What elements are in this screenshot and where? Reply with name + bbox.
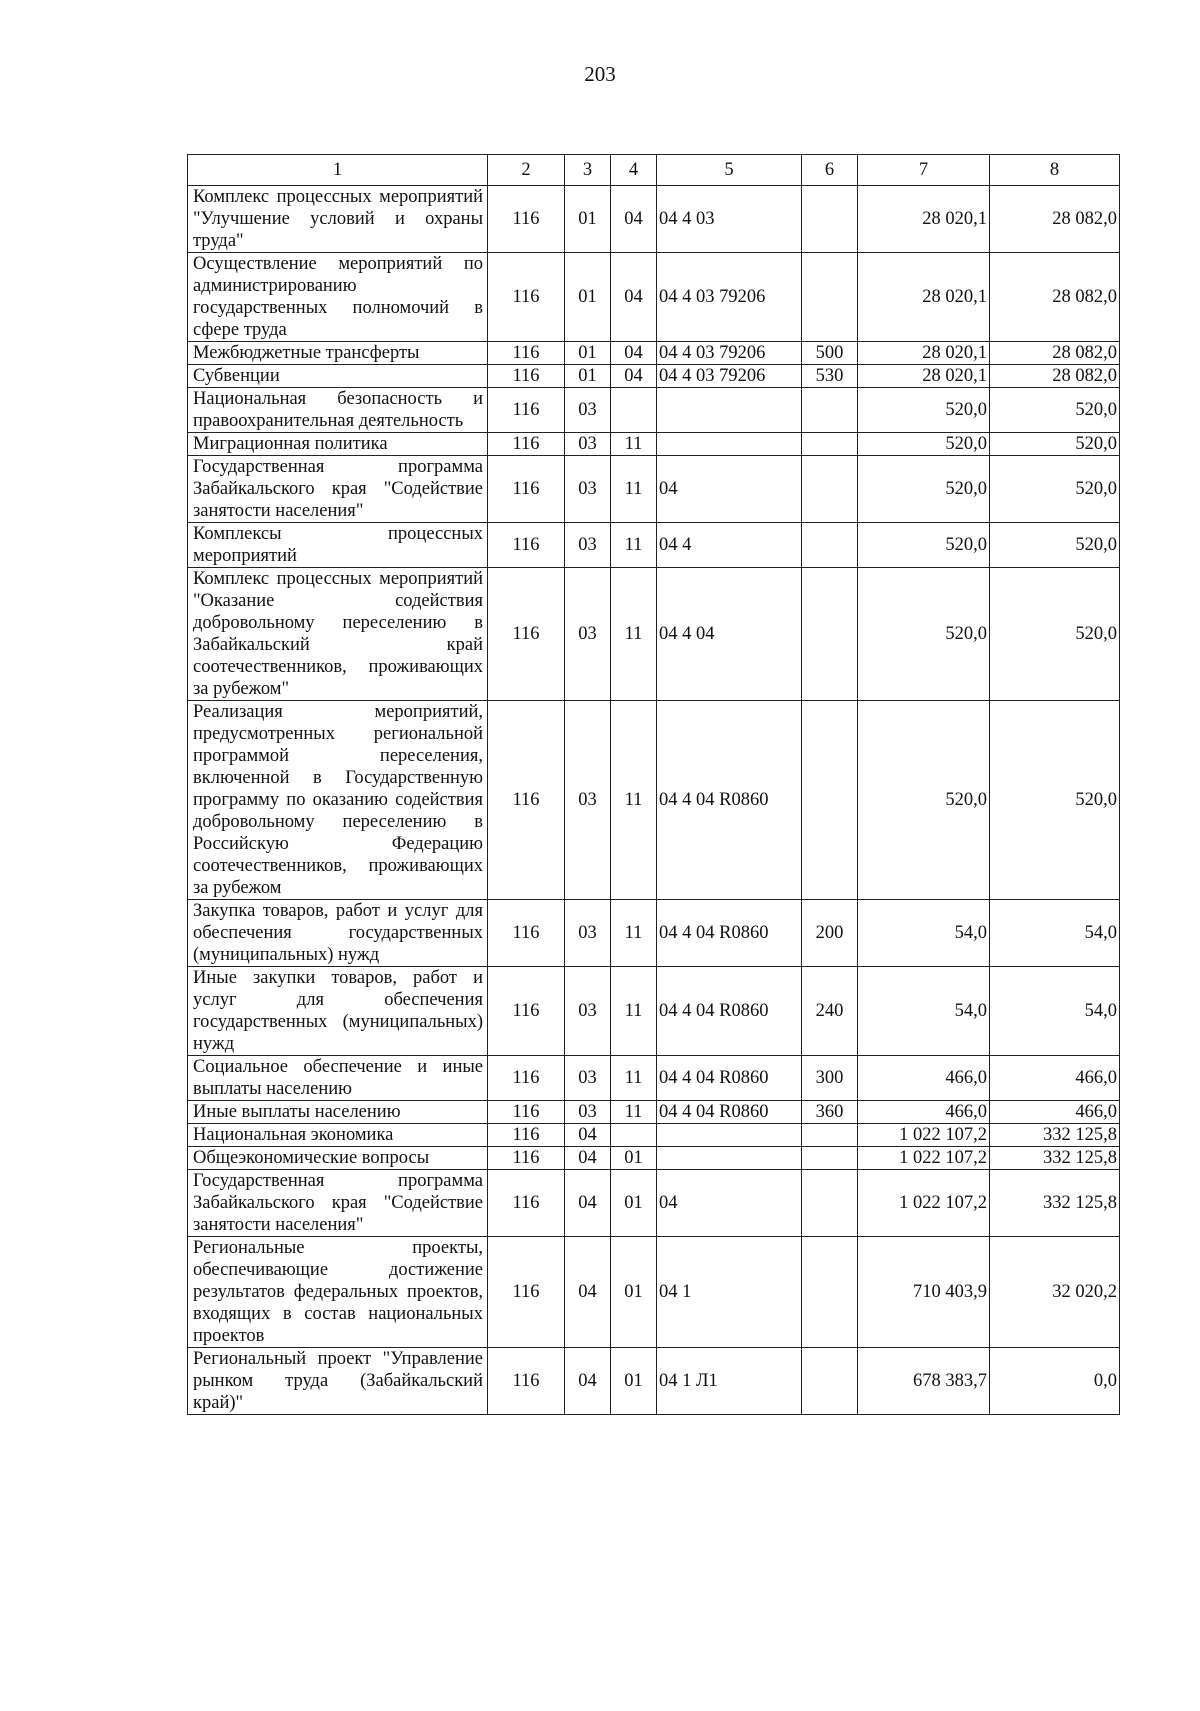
- table-row: [188, 1237, 1120, 1348]
- table-row: [188, 456, 1120, 523]
- row-cell-6: 530: [802, 365, 858, 388]
- row-cell-7: 520,0: [858, 456, 990, 523]
- row-cell-2: 116: [488, 900, 565, 967]
- row-name-cell: Иные закупки товаров, работ и услуг для обеспечения государственных (муниципальных) нужд: [188, 967, 488, 1056]
- row-cell-4: 01: [611, 1237, 657, 1348]
- row-cell-4: 11: [611, 523, 657, 568]
- row-cell-3: 04: [565, 1348, 611, 1415]
- row-cell-6: 200: [802, 900, 858, 967]
- header-cell-2: 2: [488, 155, 565, 186]
- row-cell-7: 710 403,9: [858, 1237, 990, 1348]
- row-cell-6: 240: [802, 967, 858, 1056]
- row-cell-2: 116: [488, 1147, 565, 1170]
- row-cell-5: 04 4 04 R0860: [657, 1056, 802, 1101]
- row-cell-5: 04 4 03 79206: [657, 365, 802, 388]
- row-cell-4: 11: [611, 967, 657, 1056]
- row-cell-6: [802, 253, 858, 342]
- row-name-cell: Государственная программа Забайкальского края "Содействие занятости населения": [188, 1170, 488, 1237]
- header-cell-8: 8: [990, 155, 1120, 186]
- row-cell-4: 01: [611, 1147, 657, 1170]
- row-cell-7: 520,0: [858, 568, 990, 701]
- row-cell-5: 04 4 04: [657, 568, 802, 701]
- row-cell-8: 28 082,0: [990, 342, 1120, 365]
- table-row: [188, 967, 1120, 1056]
- row-name-cell: Субвенции: [188, 365, 488, 388]
- row-cell-8: 32 020,2: [990, 1237, 1120, 1348]
- row-cell-6: [802, 701, 858, 900]
- row-cell-7: 520,0: [858, 523, 990, 568]
- row-name-cell: Миграционная политика: [188, 433, 488, 456]
- row-cell-6: [802, 1348, 858, 1415]
- table-row: [188, 342, 1120, 365]
- row-cell-4: 11: [611, 1101, 657, 1124]
- row-cell-4: 11: [611, 1056, 657, 1101]
- row-cell-7: 466,0: [858, 1056, 990, 1101]
- row-cell-7: 28 020,1: [858, 253, 990, 342]
- table-body: [188, 155, 1120, 1415]
- table-row: [188, 523, 1120, 568]
- row-cell-4: [611, 1124, 657, 1147]
- row-cell-8: 520,0: [990, 388, 1120, 433]
- row-cell-8: 54,0: [990, 967, 1120, 1056]
- row-cell-4: 11: [611, 900, 657, 967]
- row-cell-5: [657, 433, 802, 456]
- table-row: [188, 1147, 1120, 1170]
- header-cell-5: 5: [657, 155, 802, 186]
- row-cell-8: 520,0: [990, 701, 1120, 900]
- row-cell-4: 11: [611, 433, 657, 456]
- row-cell-7: 1 022 107,2: [858, 1170, 990, 1237]
- row-cell-3: 03: [565, 388, 611, 433]
- row-cell-5: 04 4 04 R0860: [657, 701, 802, 900]
- row-cell-4: 04: [611, 186, 657, 253]
- row-cell-4: 04: [611, 365, 657, 388]
- row-cell-8: 520,0: [990, 433, 1120, 456]
- row-cell-8: 332 125,8: [990, 1124, 1120, 1147]
- row-cell-6: 500: [802, 342, 858, 365]
- row-name-cell: Социальное обеспечение и иные выплаты населению: [188, 1056, 488, 1101]
- table-row: [188, 1170, 1120, 1237]
- row-cell-8: 520,0: [990, 523, 1120, 568]
- row-cell-6: [802, 1237, 858, 1348]
- row-cell-8: 520,0: [990, 456, 1120, 523]
- row-cell-5: 04 4 03 79206: [657, 253, 802, 342]
- row-name-cell: Реализация мероприятий, предусмотренных региональной программой переселения, включенной в Государственную программу по оказанию содействия добровольному переселению в Российскую Федерацию соотечественников, проживающих за рубежом: [188, 701, 488, 900]
- table-row: [188, 253, 1120, 342]
- row-cell-5: 04 4 03: [657, 186, 802, 253]
- row-name-cell: Национальная безопасность и правоохранительная деятельность: [188, 388, 488, 433]
- header-cell-4: 4: [611, 155, 657, 186]
- row-cell-2: 116: [488, 433, 565, 456]
- row-cell-2: 116: [488, 568, 565, 701]
- row-name-cell: Иные выплаты населению: [188, 1101, 488, 1124]
- row-cell-5: 04 1: [657, 1237, 802, 1348]
- row-cell-4: 11: [611, 701, 657, 900]
- row-cell-7: 520,0: [858, 701, 990, 900]
- row-name-cell: Осуществление мероприятий по администрированию государственных полномочий в сфере труда: [188, 253, 488, 342]
- row-cell-7: 28 020,1: [858, 342, 990, 365]
- row-name-cell: Региональные проекты, обеспечивающие достижение результатов федеральных проектов, входящих в состав национальных проектов: [188, 1237, 488, 1348]
- row-cell-6: [802, 1147, 858, 1170]
- row-cell-2: 116: [488, 253, 565, 342]
- row-name-cell: Региональный проект "Управление рынком труда (Забайкальский край)": [188, 1348, 488, 1415]
- row-cell-5: [657, 388, 802, 433]
- row-cell-2: 116: [488, 456, 565, 523]
- row-cell-4: 01: [611, 1170, 657, 1237]
- row-cell-4: 04: [611, 253, 657, 342]
- row-name-cell: Общеэкономические вопросы: [188, 1147, 488, 1170]
- row-name-cell: Государственная программа Забайкальского края "Содействие занятости населения": [188, 456, 488, 523]
- row-cell-2: 116: [488, 388, 565, 433]
- row-cell-5: 04 4 04 R0860: [657, 900, 802, 967]
- row-cell-2: 116: [488, 1124, 565, 1147]
- row-cell-7: 466,0: [858, 1101, 990, 1124]
- table-row: [188, 1348, 1120, 1415]
- row-cell-3: 03: [565, 433, 611, 456]
- row-name-cell: Комплекс процессных мероприятий "Улучшение условий и охраны труда": [188, 186, 488, 253]
- row-cell-7: 28 020,1: [858, 186, 990, 253]
- row-cell-4: 11: [611, 568, 657, 701]
- row-cell-2: 116: [488, 1056, 565, 1101]
- row-cell-3: 04: [565, 1237, 611, 1348]
- row-cell-6: [802, 1124, 858, 1147]
- row-cell-2: 116: [488, 701, 565, 900]
- row-name-cell: Комплекс процессных мероприятий "Оказание содействия добровольному переселению в Забайкальский край соотечественников, проживающих за рубежом": [188, 568, 488, 701]
- row-cell-7: 678 383,7: [858, 1348, 990, 1415]
- row-cell-2: 116: [488, 365, 565, 388]
- row-cell-8: 332 125,8: [990, 1147, 1120, 1170]
- row-cell-8: 0,0: [990, 1348, 1120, 1415]
- header-cell-3: 3: [565, 155, 611, 186]
- row-cell-3: 04: [565, 1147, 611, 1170]
- row-cell-5: [657, 1124, 802, 1147]
- row-cell-6: [802, 456, 858, 523]
- row-cell-6: [802, 433, 858, 456]
- row-cell-5: 04 4 04 R0860: [657, 1101, 802, 1124]
- row-cell-6: [802, 1170, 858, 1237]
- table-row: [188, 1101, 1120, 1124]
- table-row: [188, 186, 1120, 253]
- table-row: [188, 433, 1120, 456]
- row-cell-4: [611, 388, 657, 433]
- row-cell-5: 04 4: [657, 523, 802, 568]
- row-cell-3: 03: [565, 701, 611, 900]
- row-cell-3: 01: [565, 253, 611, 342]
- row-cell-3: 01: [565, 342, 611, 365]
- budget-table: [187, 154, 1120, 1415]
- table-row: [188, 568, 1120, 701]
- row-cell-3: 03: [565, 1101, 611, 1124]
- row-cell-3: 03: [565, 967, 611, 1056]
- row-cell-8: 520,0: [990, 568, 1120, 701]
- row-cell-8: 28 082,0: [990, 253, 1120, 342]
- row-cell-8: 28 082,0: [990, 186, 1120, 253]
- row-cell-2: 116: [488, 523, 565, 568]
- table-row: [188, 388, 1120, 433]
- row-cell-7: 520,0: [858, 433, 990, 456]
- row-cell-3: 03: [565, 456, 611, 523]
- row-name-cell: Комплексы процессных мероприятий: [188, 523, 488, 568]
- row-cell-7: 54,0: [858, 900, 990, 967]
- header-row: [188, 155, 1120, 186]
- row-cell-8: 332 125,8: [990, 1170, 1120, 1237]
- row-cell-3: 04: [565, 1124, 611, 1147]
- row-cell-3: 01: [565, 186, 611, 253]
- row-cell-2: 116: [488, 1237, 565, 1348]
- table-row: [188, 701, 1120, 900]
- row-cell-7: 1 022 107,2: [858, 1124, 990, 1147]
- table-row: [188, 900, 1120, 967]
- row-cell-6: [802, 523, 858, 568]
- row-cell-3: 03: [565, 568, 611, 701]
- table-row: [188, 365, 1120, 388]
- row-cell-4: 11: [611, 456, 657, 523]
- row-cell-2: 116: [488, 1170, 565, 1237]
- row-cell-5: [657, 1147, 802, 1170]
- row-cell-7: 54,0: [858, 967, 990, 1056]
- row-cell-4: 01: [611, 1348, 657, 1415]
- row-cell-6: [802, 568, 858, 701]
- row-cell-7: 1 022 107,2: [858, 1147, 990, 1170]
- row-cell-8: 54,0: [990, 900, 1120, 967]
- row-name-cell: Закупка товаров, работ и услуг для обеспечения государственных (муниципальных) нужд: [188, 900, 488, 967]
- row-cell-3: 03: [565, 900, 611, 967]
- row-cell-6: [802, 388, 858, 433]
- row-cell-6: 360: [802, 1101, 858, 1124]
- row-cell-5: 04: [657, 1170, 802, 1237]
- row-cell-8: 466,0: [990, 1056, 1120, 1101]
- row-cell-8: 28 082,0: [990, 365, 1120, 388]
- header-cell-6: 6: [802, 155, 858, 186]
- row-name-cell: Национальная экономика: [188, 1124, 488, 1147]
- row-cell-6: 300: [802, 1056, 858, 1101]
- row-cell-5: 04: [657, 456, 802, 523]
- page-number: 203: [584, 62, 616, 86]
- row-cell-7: 520,0: [858, 388, 990, 433]
- row-cell-3: 04: [565, 1170, 611, 1237]
- header-cell-7: 7: [858, 155, 990, 186]
- header-cell-1: 1: [188, 155, 488, 186]
- row-cell-7: 28 020,1: [858, 365, 990, 388]
- row-cell-6: [802, 186, 858, 253]
- row-cell-5: 04 4 04 R0860: [657, 967, 802, 1056]
- row-name-cell: Межбюджетные трансферты: [188, 342, 488, 365]
- row-cell-5: 04 1 Л1: [657, 1348, 802, 1415]
- row-cell-4: 04: [611, 342, 657, 365]
- table-row: [188, 1124, 1120, 1147]
- row-cell-3: 03: [565, 1056, 611, 1101]
- row-cell-5: 04 4 03 79206: [657, 342, 802, 365]
- row-cell-2: 116: [488, 1101, 565, 1124]
- row-cell-2: 116: [488, 1348, 565, 1415]
- row-cell-2: 116: [488, 186, 565, 253]
- row-cell-8: 466,0: [990, 1101, 1120, 1124]
- row-cell-3: 01: [565, 365, 611, 388]
- row-cell-3: 03: [565, 523, 611, 568]
- table-row: [188, 1056, 1120, 1101]
- row-cell-2: 116: [488, 967, 565, 1056]
- row-cell-2: 116: [488, 342, 565, 365]
